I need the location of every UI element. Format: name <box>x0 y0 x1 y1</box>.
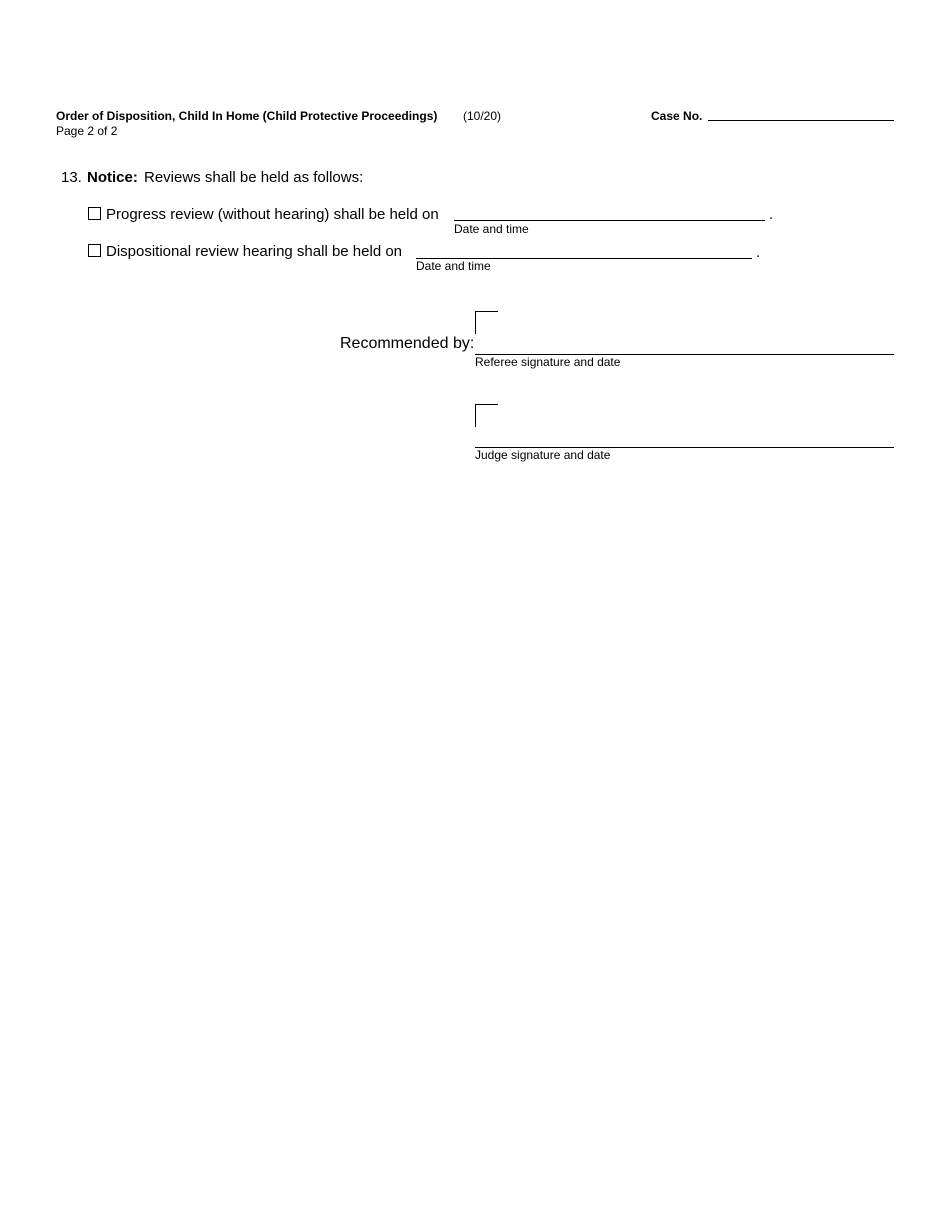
form-revision: (10/20) <box>463 109 502 123</box>
judge-signature-corner-mark <box>475 404 498 427</box>
dispositional-review-label: Dispositional review hearing shall be held on <box>106 243 403 260</box>
dispositional-review-date-caption: Date and time <box>416 259 491 273</box>
referee-signature-caption: Referee signature and date <box>475 355 621 369</box>
dispositional-review-terminator: . <box>756 244 761 261</box>
item-number: 13. <box>61 169 82 186</box>
referee-signature-corner-mark <box>475 311 498 334</box>
recommended-by-label: Recommended by: <box>340 335 475 352</box>
page-indicator: Page 2 of 2 <box>56 124 118 138</box>
item-title: Notice: <box>87 169 138 186</box>
progress-review-date-caption: Date and time <box>454 222 529 236</box>
judge-signature-caption: Judge signature and date <box>475 448 611 462</box>
progress-review-checkbox[interactable] <box>88 207 101 220</box>
item-text: Reviews shall be held as follows: <box>144 169 364 186</box>
dispositional-review-checkbox[interactable] <box>88 244 101 257</box>
case-number-field[interactable] <box>708 120 894 121</box>
progress-review-terminator: . <box>769 206 774 223</box>
progress-review-label: Progress review (without hearing) shall be held on <box>106 206 439 223</box>
form-title: Order of Disposition, Child In Home (Child Protective Proceedings) <box>56 109 438 123</box>
case-number-label: Case No. <box>651 109 703 123</box>
progress-review-date-field[interactable] <box>454 220 765 221</box>
